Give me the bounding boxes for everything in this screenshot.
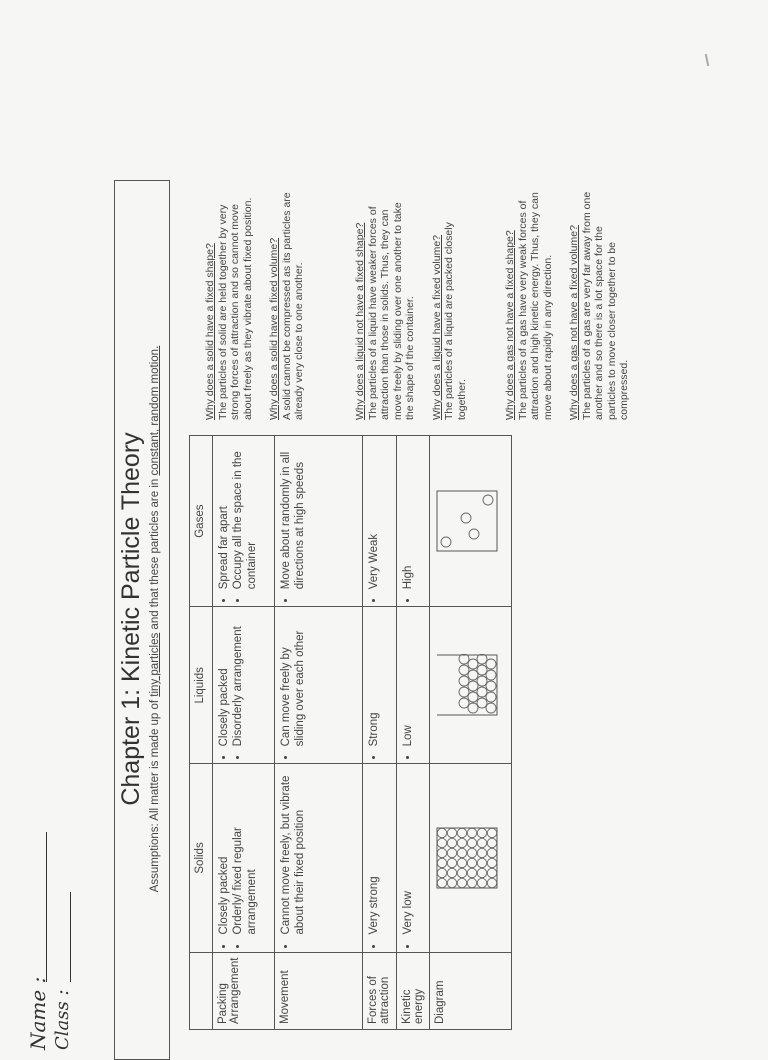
list-item: • Closely packed: [217, 769, 231, 934]
col-liquids: Liquids: [190, 607, 213, 764]
liquid-particle: [468, 670, 478, 680]
question-answer: The particles of a gas are very far away from one another and so there is a lot space for the particles to move closer together to be compressed.: [580, 191, 630, 420]
row-packing: [213, 436, 275, 1030]
qa-solid-volume: [268, 185, 306, 420]
list-item: • Spread far apart: [217, 441, 231, 589]
gas-particle: [483, 495, 493, 505]
solid-particle: [487, 828, 496, 837]
solid-particle: [457, 828, 466, 837]
col-solids: Solids: [190, 764, 213, 952]
cell: [363, 607, 397, 764]
solid-particle: [447, 858, 456, 867]
liquid-particle: [468, 659, 478, 669]
qa-solid-shape: [204, 185, 254, 420]
cell: [275, 764, 363, 952]
liquid-particle: [459, 665, 469, 675]
list-item: • Disorderly arrangement: [231, 612, 245, 746]
row-diagram: [430, 436, 512, 1030]
cell: [430, 764, 512, 952]
solid-particle: [477, 868, 486, 877]
solid-particle: [447, 848, 456, 857]
assumptions-tiny-particles: tiny particles: [149, 632, 161, 697]
liquid-particle: [486, 659, 496, 669]
table-header-row: [190, 436, 213, 1030]
solid-particle: [467, 848, 476, 857]
worksheet-rotated: [26, 180, 654, 1060]
solid-particle: [477, 838, 486, 847]
question-title: Why does a gas not have a fixed shape?: [504, 230, 516, 420]
gas-particles-diagram: [436, 490, 498, 552]
liquid-particles-diagram: [436, 654, 498, 716]
liquid-questions: [354, 185, 482, 420]
liquid-particle: [459, 687, 469, 697]
gas-particle: [461, 513, 471, 523]
solid-particle: [447, 878, 456, 887]
name-label: Name :: [26, 976, 50, 1050]
solid-questions: [204, 185, 320, 420]
corner-cell: [190, 952, 213, 1029]
cell: [213, 436, 275, 607]
solid-particle: [447, 868, 456, 877]
row-label: Movement: [275, 952, 363, 1029]
question-title: Why does a gas not have a fixed volume?: [568, 225, 580, 420]
solid-particle: [477, 828, 486, 837]
solid-particles-diagram: [436, 827, 498, 889]
gas-particle: [441, 537, 451, 547]
row-label: Packing Arrangement: [213, 952, 275, 1029]
list-item: • Can move freely by sliding over each other: [279, 612, 307, 746]
question-title: Why does a liquid not have a fixed shape?: [354, 222, 366, 420]
list-item: • Move about randomly in all directions at high speeds: [279, 441, 307, 589]
solid-particle: [457, 878, 466, 887]
assumptions: [149, 179, 161, 1059]
liquid-particle: [459, 698, 469, 708]
cell: [430, 436, 512, 607]
list-item: • Very low: [401, 769, 415, 934]
solid-particle: [487, 848, 496, 857]
solid-particle: [437, 868, 446, 877]
page-title: Chapter 1: Kinetic Particle Theory: [117, 432, 145, 806]
cell: [363, 436, 397, 607]
solid-particle: [487, 858, 496, 867]
liquid-particle: [477, 698, 487, 708]
row-forces: [363, 436, 397, 1030]
solid-particle: [477, 848, 486, 857]
solid-particle: [437, 858, 446, 867]
liquid-particle: [459, 676, 469, 686]
col-gases: Gases: [190, 436, 213, 607]
question-answer: A solid cannot be compressed as its particles are already very close to one another.: [280, 192, 305, 420]
class-line: [70, 892, 71, 982]
question-answer: The particles of a gas have very weak forces of attraction and high kinetic energy. Thus, they can move about rapidly in any direction.: [516, 192, 554, 420]
title-box: [114, 180, 170, 1060]
solid-particle: [447, 828, 456, 837]
liquid-particle: [486, 681, 496, 691]
liquid-particle: [477, 676, 487, 686]
row-movement: [275, 436, 363, 1030]
liquid-particle: [468, 692, 478, 702]
solid-particle: [437, 838, 446, 847]
solid-particle: [467, 838, 476, 847]
list-item: • Low: [401, 612, 415, 746]
cell: [213, 607, 275, 764]
solid-particle: [447, 838, 456, 847]
list-item: • Closely packed: [217, 612, 231, 746]
class-label: Class :: [52, 989, 73, 1050]
qa-gas-volume: [568, 185, 631, 420]
gas-questions: [504, 185, 645, 420]
solid-particle: [437, 878, 446, 887]
solid-particle: [457, 858, 466, 867]
assumptions-prefix: Assumptions: All matter is made up of: [149, 696, 161, 893]
question-title: Why does a solid have a fixed volume?: [268, 237, 280, 420]
solid-particle: [487, 868, 496, 877]
solid-particle: [477, 858, 486, 867]
list-item: • Orderly/ fixed regular arrangement: [231, 769, 259, 934]
cell: [275, 607, 363, 764]
question-title: Why does a liquid have a fixed volume?: [430, 234, 443, 420]
list-item: • High: [401, 441, 415, 589]
assumptions-motion: constant, random motion.: [149, 345, 161, 476]
solid-particle: [467, 868, 476, 877]
list-item: • Very strong: [367, 769, 381, 934]
liquid-particle: [468, 681, 478, 691]
list-item: • Very Weak: [367, 441, 381, 589]
list-item: • Strong: [367, 612, 381, 746]
qa-gas-shape: [504, 185, 554, 420]
solid-particle: [487, 838, 496, 847]
solid-particle: [457, 848, 466, 857]
cell: [397, 436, 430, 607]
solid-particle: [477, 878, 486, 887]
solid-particle: [467, 878, 476, 887]
cell: [275, 436, 363, 607]
liquid-particle: [486, 703, 496, 713]
row-label: Forces of attraction: [363, 952, 397, 1029]
solid-particle: [457, 868, 466, 877]
solid-particle: [467, 858, 476, 867]
solid-particle: [487, 878, 496, 887]
solid-particle: [437, 828, 446, 837]
liquid-particle: [477, 687, 487, 697]
row-kinetic: [397, 436, 430, 1030]
row-label: Kinetic energy: [397, 952, 430, 1029]
cell: [363, 764, 397, 952]
row-label: Diagram: [430, 952, 512, 1029]
liquid-particle: [477, 665, 487, 675]
qa-liquid-volume: [431, 185, 469, 420]
qa-liquid-shape: [354, 185, 417, 420]
comparison-table: [189, 435, 512, 1030]
question-answer: The particles of a liquid are packed closely together.: [443, 222, 468, 420]
worksheet: [26, 180, 654, 1060]
question-answer: The particles of a liquid have weaker forces of attraction than those in solids. Thus, they can move freely by sliding over one another to take the shape of the container.: [366, 202, 416, 420]
cell: [430, 607, 512, 764]
name-line: [46, 832, 47, 982]
cell: [213, 764, 275, 952]
assumptions-middle: and that these particles are in: [149, 475, 161, 633]
solid-particle: [457, 838, 466, 847]
list-item: • Occupy all the space in the container: [231, 441, 259, 589]
solid-particle: [437, 848, 446, 857]
scan-speck: [705, 54, 709, 66]
cell: [397, 764, 430, 952]
list-item: • Cannot move freely, but vibrate about their fixed position: [279, 769, 307, 934]
question-answer: The particles of solid are held together by very strong forces of attraction and so cannot move about freely as they vibrate about fixed position.: [216, 197, 254, 420]
liquid-particle: [486, 670, 496, 680]
liquid-particle: [486, 692, 496, 702]
solid-particle: [467, 828, 476, 837]
gas-particle: [469, 529, 479, 539]
question-title: Why does a solid have a fixed shape?: [204, 243, 216, 420]
liquid-particle: [468, 703, 478, 713]
cell: [397, 607, 430, 764]
